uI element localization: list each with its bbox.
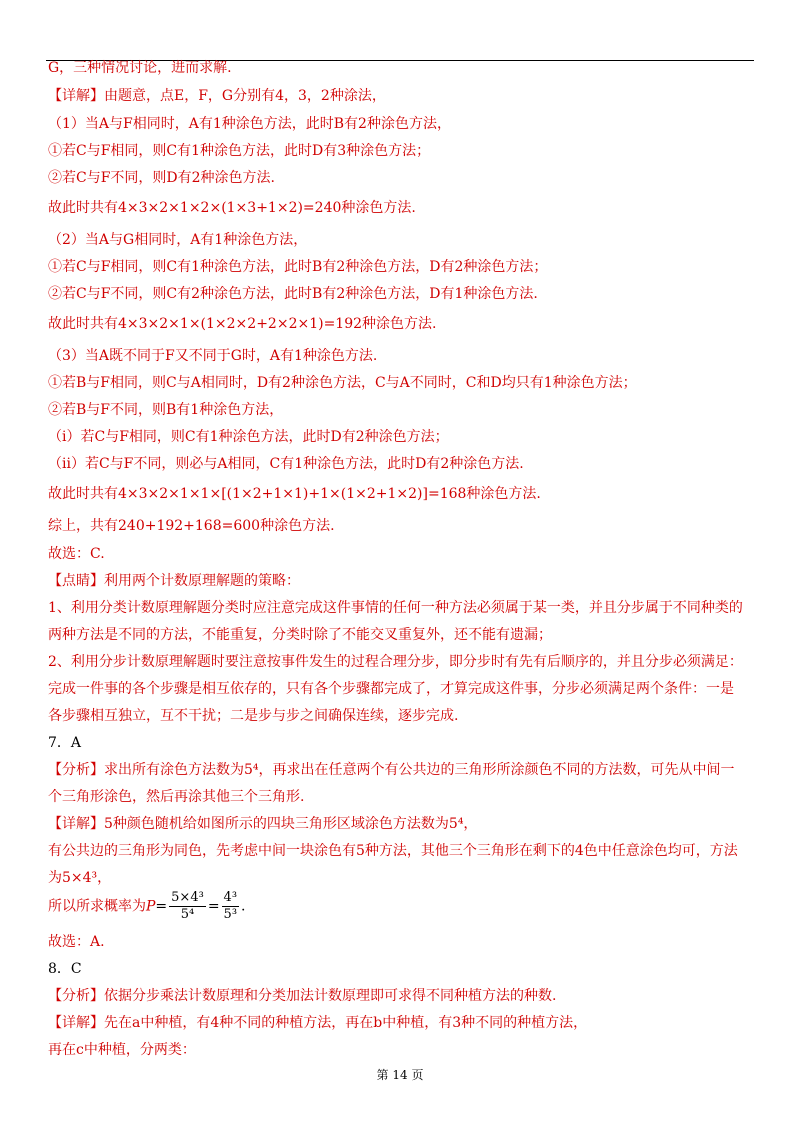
text-line: （1）当A与F相同时，A有1种涂色方法，此时B有2种涂色方法，: [48, 116, 451, 132]
prob-suffix: .: [241, 898, 246, 915]
text-line: 个三角形涂色，然后再涂其他三个三角形.: [48, 789, 305, 805]
text-line: 完成一件事的各个步骤是相互依存的，只有各个步骤都完成了，才算完成这件事，分步必须满足两个条件：一是: [48, 681, 734, 697]
text-line: （i）若C与F相同，则C有1种涂色方法，此时D有2种涂色方法；: [48, 429, 449, 445]
text-line: ②若B与F不同，则B有1种涂色方法，: [48, 402, 284, 418]
page-number: 第 14 页: [376, 1068, 424, 1082]
probability-line: [48, 890, 245, 923]
equals-2: =: [207, 898, 220, 915]
text-line: 有公共边的三角形为同色，先考虑中间一块涂色有5种方法，其他三个三角形在剩下的4色中任意涂色均可，方法: [48, 843, 738, 859]
text-line: （3）当A既不同于F又不同于G时，A有1种涂色方法.: [48, 348, 378, 364]
prob-prefix: 所以所求概率为: [48, 898, 146, 915]
text-line: 再在c中种植，分两类：: [48, 1042, 196, 1058]
text-line: （ii）若C与F不同，则必与A相同，C有1种涂色方法，此时D有2种涂色方法.: [48, 456, 524, 472]
text-line: 【详解】由题意，点E，F，G分别有4，3，2种涂法，: [48, 88, 386, 104]
fraction-1: [169, 890, 206, 923]
equals-1: =: [155, 898, 168, 915]
text-line: 为5×4³，: [48, 870, 112, 886]
text-line: 故选：C.: [48, 546, 105, 562]
text-line: 故选：A.: [48, 934, 105, 950]
fraction-1-numerator: 5×4³: [171, 890, 204, 905]
text-line: 【分析】依据分步乘法计数原理和分类加法计数原理即可求得不同种植方法的种数.: [48, 988, 557, 1004]
fraction-2-denominator: 5³: [223, 907, 238, 922]
text-line: 故此时共有4×3×2×1×(1×2×2+2×2×1)=192种涂色方法.: [48, 316, 437, 332]
text-line: 【详解】5种颜色随机给如图所示的四块三角形区域涂色方法数为5⁴，: [48, 816, 478, 832]
text-line: 综上，共有240+192+168=600种涂色方法.: [48, 518, 335, 534]
fraction-2-numerator: 4³: [223, 890, 238, 905]
text-line: ①若C与F相同，则C有1种涂色方法，此时B有2种涂色方法，D有2种涂色方法；: [48, 259, 548, 275]
fraction-2: [222, 890, 239, 923]
text-line: 两种方法是不同的方法，不能重复，分类时除了不能交叉重复外，还不能有遗漏；: [48, 627, 552, 643]
text-line: 故此时共有4×3×2×1×1×[(1×2+1×1)+1×(1×2+1×2)]=168种涂色方法.: [48, 486, 541, 502]
text-line: ②若C与F不同，则C有2种涂色方法，此时B有2种涂色方法，D有1种涂色方法.: [48, 286, 538, 302]
text-line: 【点睛】利用两个计数原理解题的策略：: [48, 573, 300, 589]
fraction-1-denominator: 5⁴: [180, 907, 195, 922]
text-line: 7．A: [48, 735, 82, 751]
text-line: 各步骤相互独立，互不干扰；二是步与步之间确保连续，逐步完成.: [48, 708, 459, 724]
text-line: 2、利用分步计数原理解题时要注意按事件发生的过程合理分步，即分步时有先有后顺序的，并且分步必须满足：: [48, 654, 743, 670]
text-line: ②若C与F不同，则D有2种涂色方法.: [48, 170, 276, 186]
text-line: 1、利用分类计数原理解题分类时应注意完成这件事情的任何一种方法必须属于某一类，并且分步属于不同种类的: [48, 600, 743, 616]
text-line: ①若C与F相同，则C有1种涂色方法，此时D有3种涂色方法；: [48, 143, 431, 159]
text-line: 【详解】先在a中种植，有4种不同的种植方法，再在b中种植，有3种不同的种植方法，: [48, 1015, 588, 1031]
text-line: G，三种情况讨论，进而求解.: [48, 60, 232, 76]
text-line: 【分析】求出所有涂色方法数为5⁴，再求出在任意两个有公共边的三角形所涂颜色不同的方法数，可先从中间一: [48, 762, 735, 778]
text-line: ①若B与F相同，则C与A相同时，D有2种涂色方法，C与A不同时，C和D均只有1种涂色方法；: [48, 375, 637, 391]
text-line: （2）当A与G相同时，A有1种涂色方法，: [48, 232, 308, 248]
prob-symbol: P: [146, 898, 156, 915]
text-line: 故此时共有4×3×2×1×2×(1×3+1×2)=240种涂色方法.: [48, 200, 416, 216]
text-line: 8．C: [48, 961, 82, 977]
